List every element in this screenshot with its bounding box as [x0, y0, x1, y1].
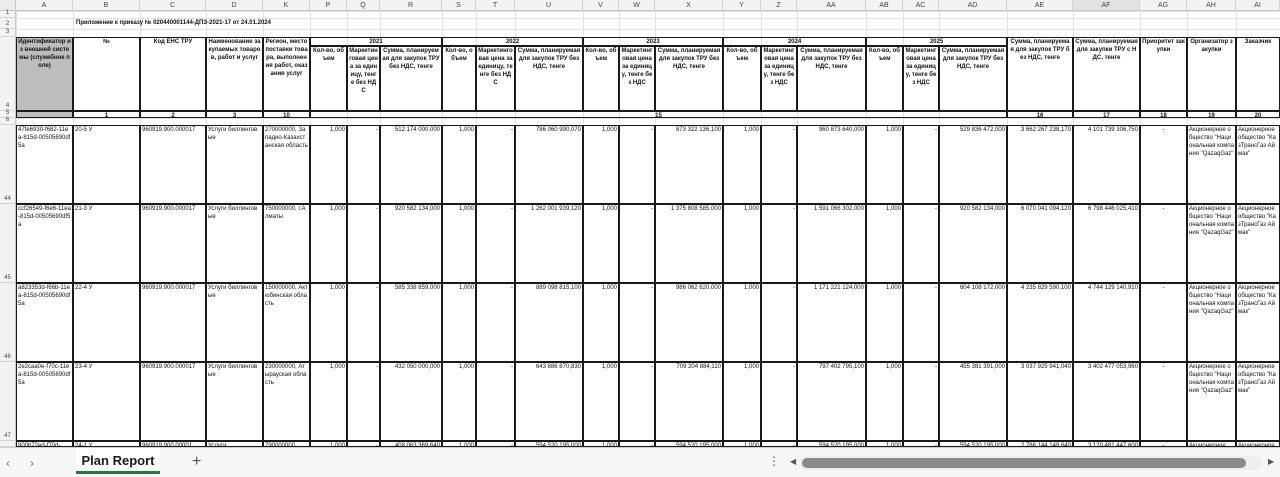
data-sum: 709 204 884,110 — [676, 364, 721, 370]
column-header[interactable]: C — [140, 0, 206, 11]
data-organizer: Акционерное общество "Национальная компания "QazaqGaz" — [1189, 206, 1234, 236]
data-price: - — [651, 443, 653, 447]
header-price: Маркетинговая цена за единицу, тенге без НДС — [349, 48, 378, 94]
data-region: 230000000, Атырауская область — [265, 364, 307, 386]
column-header[interactable]: A — [16, 0, 73, 11]
row-header[interactable]: 1 — [0, 11, 16, 18]
data-price: - — [511, 364, 513, 370]
data-name-cell: Услуги биллинговые — [208, 285, 258, 299]
data-organizer: Акционерное общество "Национальная компания "QazaqGaz" — [1189, 127, 1234, 157]
data-qty: 1,000 — [743, 127, 759, 133]
data-region: 150000000, Актюбинская область — [265, 285, 308, 307]
data-price: - — [793, 206, 795, 212]
data-price: - — [651, 206, 653, 212]
data-sum: 594 520 195,000 — [818, 443, 864, 447]
data-qty: 1,000 — [885, 364, 901, 370]
header-qty: Кол-во, объем — [869, 48, 900, 62]
data-sum: 408 063 369,640 — [394, 443, 440, 447]
scroll-right-icon[interactable]: ▶ — [1268, 457, 1275, 466]
data-price: - — [935, 443, 937, 447]
data-sum: 889 098 815,100 — [535, 285, 581, 291]
data-price: - — [651, 364, 653, 370]
data-name-cell: Услуги биллинговые — [208, 364, 258, 378]
data-priority: - — [1162, 364, 1165, 370]
column-header[interactable]: AD — [939, 0, 1007, 11]
header-year: 2023 — [646, 39, 660, 45]
column-header[interactable]: Y — [723, 0, 761, 11]
sheet-title: Приложение к приказу № 020440001144-ДПЗ-2021-17 от 24.01.2024 — [76, 20, 271, 26]
data-total-vat: 4 744 129 140,910 — [1087, 285, 1138, 291]
header-index: 19 — [1208, 113, 1215, 118]
data-priority: - — [1162, 443, 1165, 447]
sheet-tab-plan-report[interactable]: Plan Report — [76, 448, 160, 474]
data-sum: 529 836 472,000 — [959, 127, 1005, 133]
data-ens: 960919.900.000017 — [142, 206, 196, 212]
data-sum: 1 375 808 585,000 — [670, 206, 721, 212]
data-organizer: Акционерное общество "Национальная компания "QazaqGaz" — [1189, 364, 1234, 394]
data-sum: 1 591 066 302,000 — [813, 206, 864, 212]
column-header[interactable]: AG — [1140, 0, 1187, 11]
data-sum: 594 520 195,000 — [535, 443, 581, 447]
data-price: - — [376, 285, 378, 291]
data-qty: 1,000 — [329, 285, 345, 291]
data-qty: 1,000 — [329, 364, 345, 370]
data-qty: 1,000 — [743, 285, 759, 291]
data-customer: Акционерное общество "КазТрансГаз Аймак" — [1238, 206, 1276, 236]
data-price: - — [511, 127, 513, 133]
header-name: Наименование закупаемых товаров, работ и услуг — [208, 39, 261, 61]
data-qty: 1,000 — [743, 206, 759, 212]
column-header[interactable]: K — [263, 0, 310, 11]
data-qty: 1,000 — [458, 206, 474, 212]
column-header[interactable]: T — [476, 0, 515, 11]
data-qty: 1,000 — [885, 285, 901, 291]
data-name-cell: Услуги — [208, 443, 227, 447]
data-price: - — [511, 443, 513, 447]
data-qty: 1,000 — [743, 443, 759, 447]
data-qty: 1,000 — [601, 127, 617, 133]
header-customer: Заказчик — [1244, 39, 1272, 45]
row-header[interactable]: 45 — [0, 204, 16, 283]
column-header[interactable]: R — [380, 0, 442, 11]
data-qty: 1,000 — [329, 443, 345, 447]
header-no: № — [103, 39, 110, 45]
data-sum: 604 108 172,000 — [959, 285, 1005, 291]
row-header[interactable]: 4 — [0, 37, 16, 111]
header-index: 20 — [1254, 113, 1262, 118]
data-sum: 585 338 859,000 — [394, 285, 440, 291]
data-price: - — [935, 206, 937, 212]
data-sum: 1 171 221 124,000 — [813, 285, 864, 291]
column-header[interactable]: S — [442, 0, 476, 11]
row-header[interactable]: 46 — [0, 283, 16, 362]
data-price: - — [376, 443, 378, 447]
data-price: - — [935, 127, 937, 133]
column-header[interactable]: AA — [797, 0, 866, 11]
data-id: 800b72ed-f70d- — [18, 443, 61, 447]
data-customer: Акционерное общество "КазТрансГаз Аймак" — [1238, 127, 1276, 157]
row-header[interactable]: 47 — [0, 362, 16, 441]
header-id: Идентификатор из внешней системы (служебное поле) — [16, 37, 73, 111]
data-price: - — [651, 127, 653, 133]
data-ens: 960919.900.000017 — [142, 285, 196, 291]
column-header[interactable]: V — [583, 0, 619, 11]
data-price: - — [793, 127, 795, 133]
data-total-vat: 4 101 739 306,750 — [1087, 127, 1138, 133]
data-organizer: Акционерное — [1189, 443, 1226, 447]
header-qty: Кол-во, объем — [313, 48, 344, 62]
data-qty: 1,000 — [458, 443, 474, 447]
data-qty: 1,000 — [885, 127, 901, 133]
header-year: 2021 — [369, 39, 383, 45]
header-price: Маркетинговая цена за единицу, тенге без НДС — [905, 48, 937, 86]
data-id: ccf26549-f6e6-11ea-815d-00505690df5a — [18, 206, 71, 228]
add-sheet-icon[interactable]: + — [192, 453, 202, 470]
column-header[interactable]: B — [73, 0, 140, 11]
row-header[interactable]: 3 — [0, 29, 16, 37]
data-qty: 1,000 — [601, 364, 617, 370]
data-qty: 1,000 — [458, 364, 474, 370]
data-qty: 1,000 — [601, 206, 617, 212]
data-total-no-vat: 4 235 829 590,100 — [1020, 285, 1071, 291]
column-header[interactable]: D — [206, 0, 263, 11]
data-total-vat: 3 402 477 053,960 — [1087, 364, 1138, 370]
scroll-left-icon[interactable]: ◀ — [790, 457, 797, 466]
data-qty: 1,000 — [601, 285, 617, 291]
data-price: - — [511, 285, 513, 291]
data-region: 790000000, — [265, 443, 297, 447]
data-total-no-vat: 6 070 041 094,120 — [1020, 206, 1071, 212]
header-total-no-vat: Сумма, планируемая для закупок ТРУ без НДС, тенге — [1010, 39, 1070, 61]
data-id: 47fe6930-f682-11ea-815d-00505690df5a — [18, 127, 71, 149]
header-sum: Сумма, планируемая для закупок ТРУ без НДС, тенге — [382, 48, 440, 70]
data-sum: 960 873 640,000 — [818, 127, 864, 133]
column-header[interactable]: AC — [903, 0, 939, 11]
data-price: - — [651, 285, 653, 291]
data-qty: 1,000 — [329, 206, 345, 212]
header-index: 15 — [655, 113, 662, 118]
data-name-cell: Услуги биллинговые — [208, 206, 258, 220]
header-region: Регион, место поставки товара, выполнения работ, оказания услуг — [265, 39, 308, 77]
header-index: 17 — [1103, 113, 1110, 118]
header-index: 1 — [104, 113, 109, 118]
data-price: - — [793, 364, 795, 370]
data-sum: 594 520 195,000 — [675, 443, 721, 447]
header-index: 3 — [232, 113, 237, 118]
data-total-no-vat: 3 662 267 238,170 — [1020, 127, 1071, 133]
header-qty: Кол-во, объем — [445, 48, 473, 62]
data-sum: 797 402 795,100 — [818, 364, 864, 370]
header-index — [16, 111, 73, 118]
row-header[interactable]: 6 — [0, 118, 16, 125]
horizontal-scrollbar-thumb[interactable] — [802, 458, 1246, 468]
data-no: 20-5 У — [75, 127, 93, 133]
data-sum: 920 582 134,000 — [394, 206, 440, 212]
data-price: - — [376, 364, 378, 370]
data-total-no-vat: 3 037 925 941,040 — [1020, 364, 1071, 370]
data-price: - — [935, 285, 937, 291]
data-customer: Акционерное — [1238, 443, 1275, 447]
header-qty: Кол-во, объем — [726, 48, 758, 62]
data-priority: - — [1162, 206, 1165, 212]
data-no: 23-4 У — [75, 364, 93, 370]
column-header[interactable]: Z — [761, 0, 797, 11]
data-sum: 1 262 001 939,120 — [530, 206, 581, 212]
row-header[interactable]: 5 — [0, 111, 16, 118]
header-price: Маркетинговая цена за единицу, тенге без НДС — [478, 48, 513, 86]
header-index: 16 — [1036, 113, 1044, 118]
data-price: - — [935, 364, 937, 370]
column-header[interactable]: AB — [866, 0, 903, 11]
header-index: 10 — [283, 113, 290, 118]
column-header[interactable]: P — [310, 0, 347, 11]
column-header[interactable]: AE — [1007, 0, 1073, 11]
data-region: 270000000, Западно-Казахстанская область — [265, 127, 308, 149]
data-sum: 920 582 134,000 — [959, 206, 1005, 212]
data-ens: 960919.900.000017 — [142, 127, 196, 133]
data-sum: 643 886 870,830 — [535, 364, 581, 370]
header-sum: Сумма, планируемая для закупок ТРУ без НДС, тенге — [941, 48, 1005, 70]
next-sheet-icon[interactable]: › — [30, 456, 34, 470]
data-no: 21-3 У — [75, 206, 93, 212]
data-qty: 1,000 — [458, 285, 474, 291]
data-price: - — [511, 206, 513, 212]
data-organizer: Акционерное общество "Национальная компания "QazaqGaz" — [1189, 285, 1234, 315]
header-total-vat: Сумма, планируемая для закупки ТРУ с НДС, тенге — [1075, 39, 1138, 61]
data-id: a823353d-f66b-11ea-815d-00505690df5a — [18, 285, 71, 307]
column-header[interactable]: AI — [1236, 0, 1280, 11]
data-total-vat: 3 120 481 447,600 — [1087, 443, 1138, 447]
row-header[interactable]: 44 — [0, 125, 16, 204]
column-header[interactable]: AF — [1073, 0, 1140, 11]
data-price: - — [793, 443, 795, 447]
data-customer: Акционерное общество "КазТрансГаз Аймак" — [1238, 285, 1276, 315]
header-priority: Приоритет закупки — [1142, 39, 1185, 53]
header-sum: Сумма, планируемая для закупок ТРУ без НДС, тенге — [517, 48, 581, 70]
data-id: 2e2caa0e-f70c-11ea-815d-00505690df5a — [18, 364, 71, 386]
header-price: Маркетинговая цена за единицу, тенге без НДС — [621, 48, 653, 86]
column-header[interactable]: W — [619, 0, 655, 11]
data-total-vat: 6 798 446 025,410 — [1087, 206, 1138, 212]
data-qty: 1,000 — [743, 364, 759, 370]
header-ens: Код ЕНС ТРУ — [153, 39, 193, 45]
data-qty: 1,000 — [885, 206, 901, 212]
header-year: 2025 — [929, 39, 944, 45]
column-header[interactable]: Q — [347, 0, 380, 11]
data-priority: - — [1162, 285, 1165, 291]
header-qty: Кол-во, объем — [585, 48, 617, 62]
data-no: 24-1 У — [75, 443, 93, 447]
header-year: 2024 — [787, 39, 802, 45]
column-header[interactable]: X — [655, 0, 723, 11]
data-region: 750000000, г.Алматы — [265, 206, 306, 220]
header-year: 2022 — [505, 39, 520, 45]
data-sum: 512 174 000,000 — [394, 127, 440, 133]
more-options-icon[interactable]: ⋮ — [768, 454, 780, 468]
data-priority: - — [1162, 127, 1165, 133]
sheet-tab-bar — [0, 447, 1280, 477]
column-header[interactable]: AH — [1187, 0, 1236, 11]
header-sum: Сумма, планируемая для закупок ТРУ без НДС, тенге — [800, 48, 863, 70]
header-sum: Сумма, планируемая для закупок ТРУ без НДС, тенге — [657, 48, 721, 70]
data-total-no-vat: 2 786 144 149,640 — [1020, 443, 1071, 447]
header-index: 18 — [1160, 113, 1167, 118]
prev-sheet-icon[interactable]: ‹ — [6, 456, 10, 470]
data-name-cell: Услуги биллинговые — [208, 127, 258, 141]
data-ens: 960919.900.000017 — [142, 364, 196, 370]
data-sum: 873 322 136,100 — [675, 127, 721, 133]
data-sum: 432 050 000,000 — [394, 364, 440, 370]
column-header[interactable]: U — [515, 0, 583, 11]
data-no: 22-4 У — [75, 285, 93, 291]
data-ens: 960919.900.00001 — [142, 443, 193, 447]
header-price: Маркетинговая цена за единицу, тенге без НДС — [763, 48, 795, 86]
data-qty: 1,000 — [885, 443, 901, 447]
data-qty: 1,000 — [458, 127, 474, 133]
data-sum: 986 062 620,000 — [675, 285, 721, 291]
header-index: 2 — [171, 113, 175, 118]
header-organizer: Организатор закупки — [1190, 39, 1233, 53]
row-header[interactable]: 2 — [0, 18, 16, 29]
data-qty: 1,000 — [601, 443, 617, 447]
data-qty: 1,000 — [329, 127, 345, 133]
data-sum: 786 060 990,070 — [535, 127, 581, 133]
data-price: - — [793, 285, 795, 291]
data-customer: Акционерное общество "КазТрансГаз Аймак" — [1238, 364, 1276, 394]
data-price: - — [376, 127, 378, 133]
data-price: - — [376, 206, 378, 212]
data-sum: 594 520 195,000 — [959, 443, 1005, 447]
data-sum: 455 381 391,000 — [959, 364, 1005, 370]
